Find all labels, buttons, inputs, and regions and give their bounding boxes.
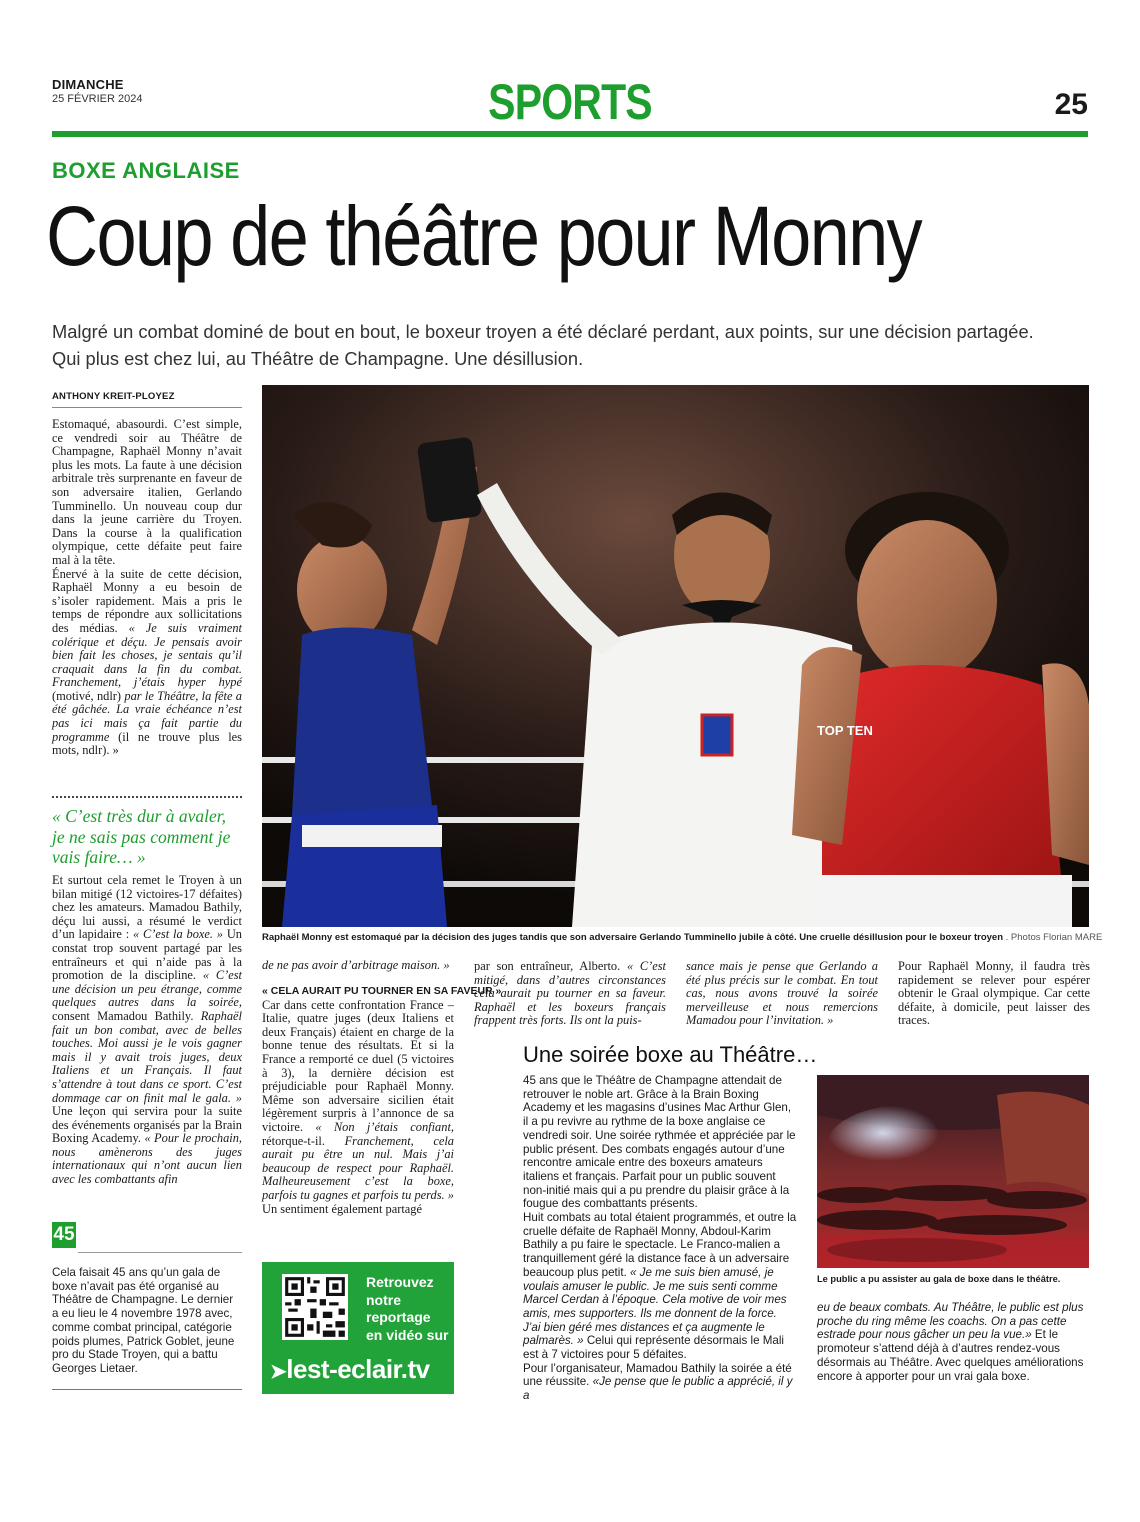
col5-paragraph: Pour Raphaël Monny, il faudra très rapidement se relever pour espérer obtenir le Graal olympique. Car cette défaite, à domicile, peut laisser des traces.	[898, 959, 1090, 1028]
pull-quote-rule	[52, 796, 242, 798]
page-number: 25	[1054, 88, 1088, 121]
byline-rule	[52, 407, 242, 408]
col1-paragraph-1: Estomaqué, abasourdi. C’est simple, ce vendredi soir au Théâtre de Champagne, Raphaël Monny n’avait plus les mots. La faute à une décision arbitrale très surprenante en faveur de son adversaire italien, Gerlando Tumminello. Un nouveau coup dur dans la jeune carrière du Troyen. Dans la course à la qualification olympique, cette défaite peut faire mal à la tête.	[52, 417, 242, 567]
main-photo-credit: . Photos Florian MARE	[1005, 932, 1103, 943]
article-kicker: BOXE ANGLAISE	[52, 158, 240, 183]
col3-paragraph: par son entraîneur, Alberto. « C’est mitigé, dans d’autres circonstances cela aurait pu tourner en sa faveur. Raphaël et les boxeurs français frappent très forts. Ils ont la puis-	[474, 959, 666, 1028]
sidebar-paragraph-1: 45 ans que le Théâtre de Champagne attendait de retrouver le noble art. Grâce à la Brain Boxing Academy et les magasins d’usines Mac Arthur Glen, il a pu revivre au rythme de la boxe anglaise ce vendredi soir. Une soirée rythmée et appréciée par le public présent. Des combats engagés autour d’une rencontre amicale entre des boxeurs amateurs italiens et français. Parfait pour un public souvent non-initié mais qui a pu prendre du plaisir grâce à la fougue des combattants présents.	[523, 1074, 796, 1211]
trunks-brand-text: TOP TEN	[817, 723, 873, 738]
section-title: SPORTS	[488, 74, 652, 130]
article-column-1-cont	[52, 874, 242, 1187]
promo-text: Retrouvez notre reportage en vidéo sur	[366, 1274, 449, 1343]
sidebar-paragraph-3: Pour l’organisateur, Mamadou Bathily la soirée a été une réussite. «Je pense que le public a apprécié, il y a	[523, 1361, 793, 1403]
col1-paragraph-2: Énervé à la suite de cette décision, Raphaël Monny a eu besoin de s’isoler rapidement. Mais a pris le temps de répondre aux sollicitations des médias. « Je suis vraiment colérique et déçu. Je pensais avoir bien fait les choses, je sentais qu’il craquait dans la fin du combat. Franchement, j’étais hyper hypé (motivé, ndlr) par le Théâtre, la fête a été gâchée. La vraie échéance n’est pas ici mais ça fait partie du programme (il ne trouve plus les mots, ndlr). »	[52, 566, 243, 758]
pull-quote: « C’est très dur à avaler, je ne sais pas comment je vais faire… »	[52, 806, 231, 867]
play-arrow-icon: ➤	[270, 1361, 287, 1383]
video-promo-box[interactable]	[262, 1262, 454, 1394]
article-subhead: « CELA AURAIT PU TOURNER EN SA FAVEUR »	[262, 984, 502, 997]
sidebar-paragraph-4: eu de beaux combats. Au Théâtre, le public est plus proche du ring même les coachs. On a pas cette estrade pour nous gâcher un peu la vue.» Et le promoteur s’attend déjà à d’autres rendez-vous désormais au Théâtre. Avec quelques améliorations encore à apporter pour un vrai gala boxe.	[817, 1301, 1084, 1383]
sidebar-title: Une soirée boxe au Théâtre…	[523, 1042, 818, 1067]
col1-paragraph-3: Et surtout cela remet le Troyen à un bilan mitigé (12 victoires-17 défaites) chez les amateurs. Mamadou Bathily, déçu lui aussi, a résumé le verdict d’un lapidaire : « C’est la boxe. » Un constat trop souvent partagé par les entraîneurs et qui n’aide pas à la promotion de la discipline. « C’est une décision un peu étrange, comme quelques autres dans la soirée, consent Mamadou Bathily. Raphaël fait un bon combat, avec de belles touches. Moi aussi je le vois gagner mais il y avait trois juges, deux Italiens et un Français. Il faut s’attendre à tout dans ce sport. C’est dommage car on finit mal le gala. » Une leçon qui servira pour la suite des événements organisés par la Brain Boxing Academy. « Pour le prochain, nous amènerons des juges internationaux qui n’ont aucun lien avec les combattants afin	[52, 873, 243, 1187]
fact-box-text: Cela faisait 45 ans qu’un gala de boxe n’avait pas été organisé au Théâtre de Champagne. Le dernier a eu lieu le 4 novembre 1978 avec, comme combat principal, catégorie poids plumes, Patrick Goblet, jeune pro du Stade Troyen, qui a battu Georges Lietaer.	[52, 1266, 235, 1375]
article-standfirst	[52, 318, 1088, 372]
header-rule	[52, 131, 1088, 137]
fact-box-rule-top	[78, 1252, 242, 1253]
theatre-audience-photo	[817, 1075, 1089, 1268]
promo-site-link[interactable]: ➤lest-eclair.tv	[270, 1354, 430, 1384]
standfirst-line-1: Malgré un combat dominé de bout en bout, le boxeur troyen a été déclaré perdant, aux points, sur une décision partagée.	[52, 321, 1034, 342]
qr-code-icon[interactable]	[282, 1274, 348, 1340]
article-column-2	[262, 958, 502, 1216]
main-photo-caption	[262, 932, 1103, 944]
standfirst-line-2: Qui plus est chez lui, au Théâtre de Champagne. Une désillusion.	[52, 348, 584, 369]
fact-box-number: 45	[52, 1222, 76, 1248]
sidebar-text-column	[523, 1074, 797, 1403]
col4-paragraph: sance mais je pense que Gerlando a été plus précis sur le combat. En tout cas, nous avons trouvé la soirée merveilleuse et nous remercions Mamadou pour l’invitation. »	[686, 959, 878, 1028]
header-date: 25 FÉVRIER 2024	[52, 93, 143, 105]
article-column-1	[52, 418, 242, 758]
main-photo-caption-text: Raphaël Monny est estomaqué par la décision des juges tandis que son adversaire Gerlando Tumminello jubile à côté. Une cruelle désillusion pour le boxeur troyen	[262, 932, 1004, 943]
article-title: Coup de théâtre pour Monny	[46, 189, 921, 283]
col2-paragraph-1: de ne pas avoir d’arbitrage maison. »	[262, 958, 450, 972]
header-day: DIMANCHE	[52, 77, 124, 92]
fact-box-rule-bottom	[52, 1389, 242, 1390]
col2-paragraph-2: Car dans cette confrontation France – Italie, quatre juges (deux Italiens et deux Français) étaient en charge de la bonne tenue des résultats. Et si la France a remporté ce duel (5 victoires à 3), la dernière décision est préjudiciable pour Raphaël Monny. Même son adversaire sicilien était légèrement surpris à l’annonce de sa victoire. « Non j’étais confiant, rétorque-t-il. Franchement, cela aurait pu être un nul. Mais j’ai beaucoup de respect pour Raphaël. Malheureusement c’est la boxe, parfois tu gagnes et parfois tu perds. » Un sentiment également partagé	[262, 997, 454, 1216]
sidebar-paragraph-2: Huit combats au total étaient programmés, et outre la cruelle défaite de Raphaël Monny, Abdoul-Karim Bathily a pu faire le spectacle. Le Franco-malien a tranquillement géré la distance face à un adversaire beaucoup plus petit. « Je me suis bien amusé, je voulais amuser le public. Je me suis senti comme Marcel Cerdan à l’époque. Cela motive de voir mes amis, mes supporters. Ils me donnent de la force. J’ai bien géré mes distances et ça augmente le palmarès. » Celui qui représente désormais le Mali est à 7 victoires pour 5 défaites.	[523, 1211, 797, 1362]
byline: ANTHONY KREIT-PLOYEZ	[52, 391, 175, 402]
main-boxing-photo	[262, 385, 1089, 927]
theatre-photo-caption: Le public a pu assister au gala de boxe dans le théâtre.	[817, 1274, 1061, 1284]
